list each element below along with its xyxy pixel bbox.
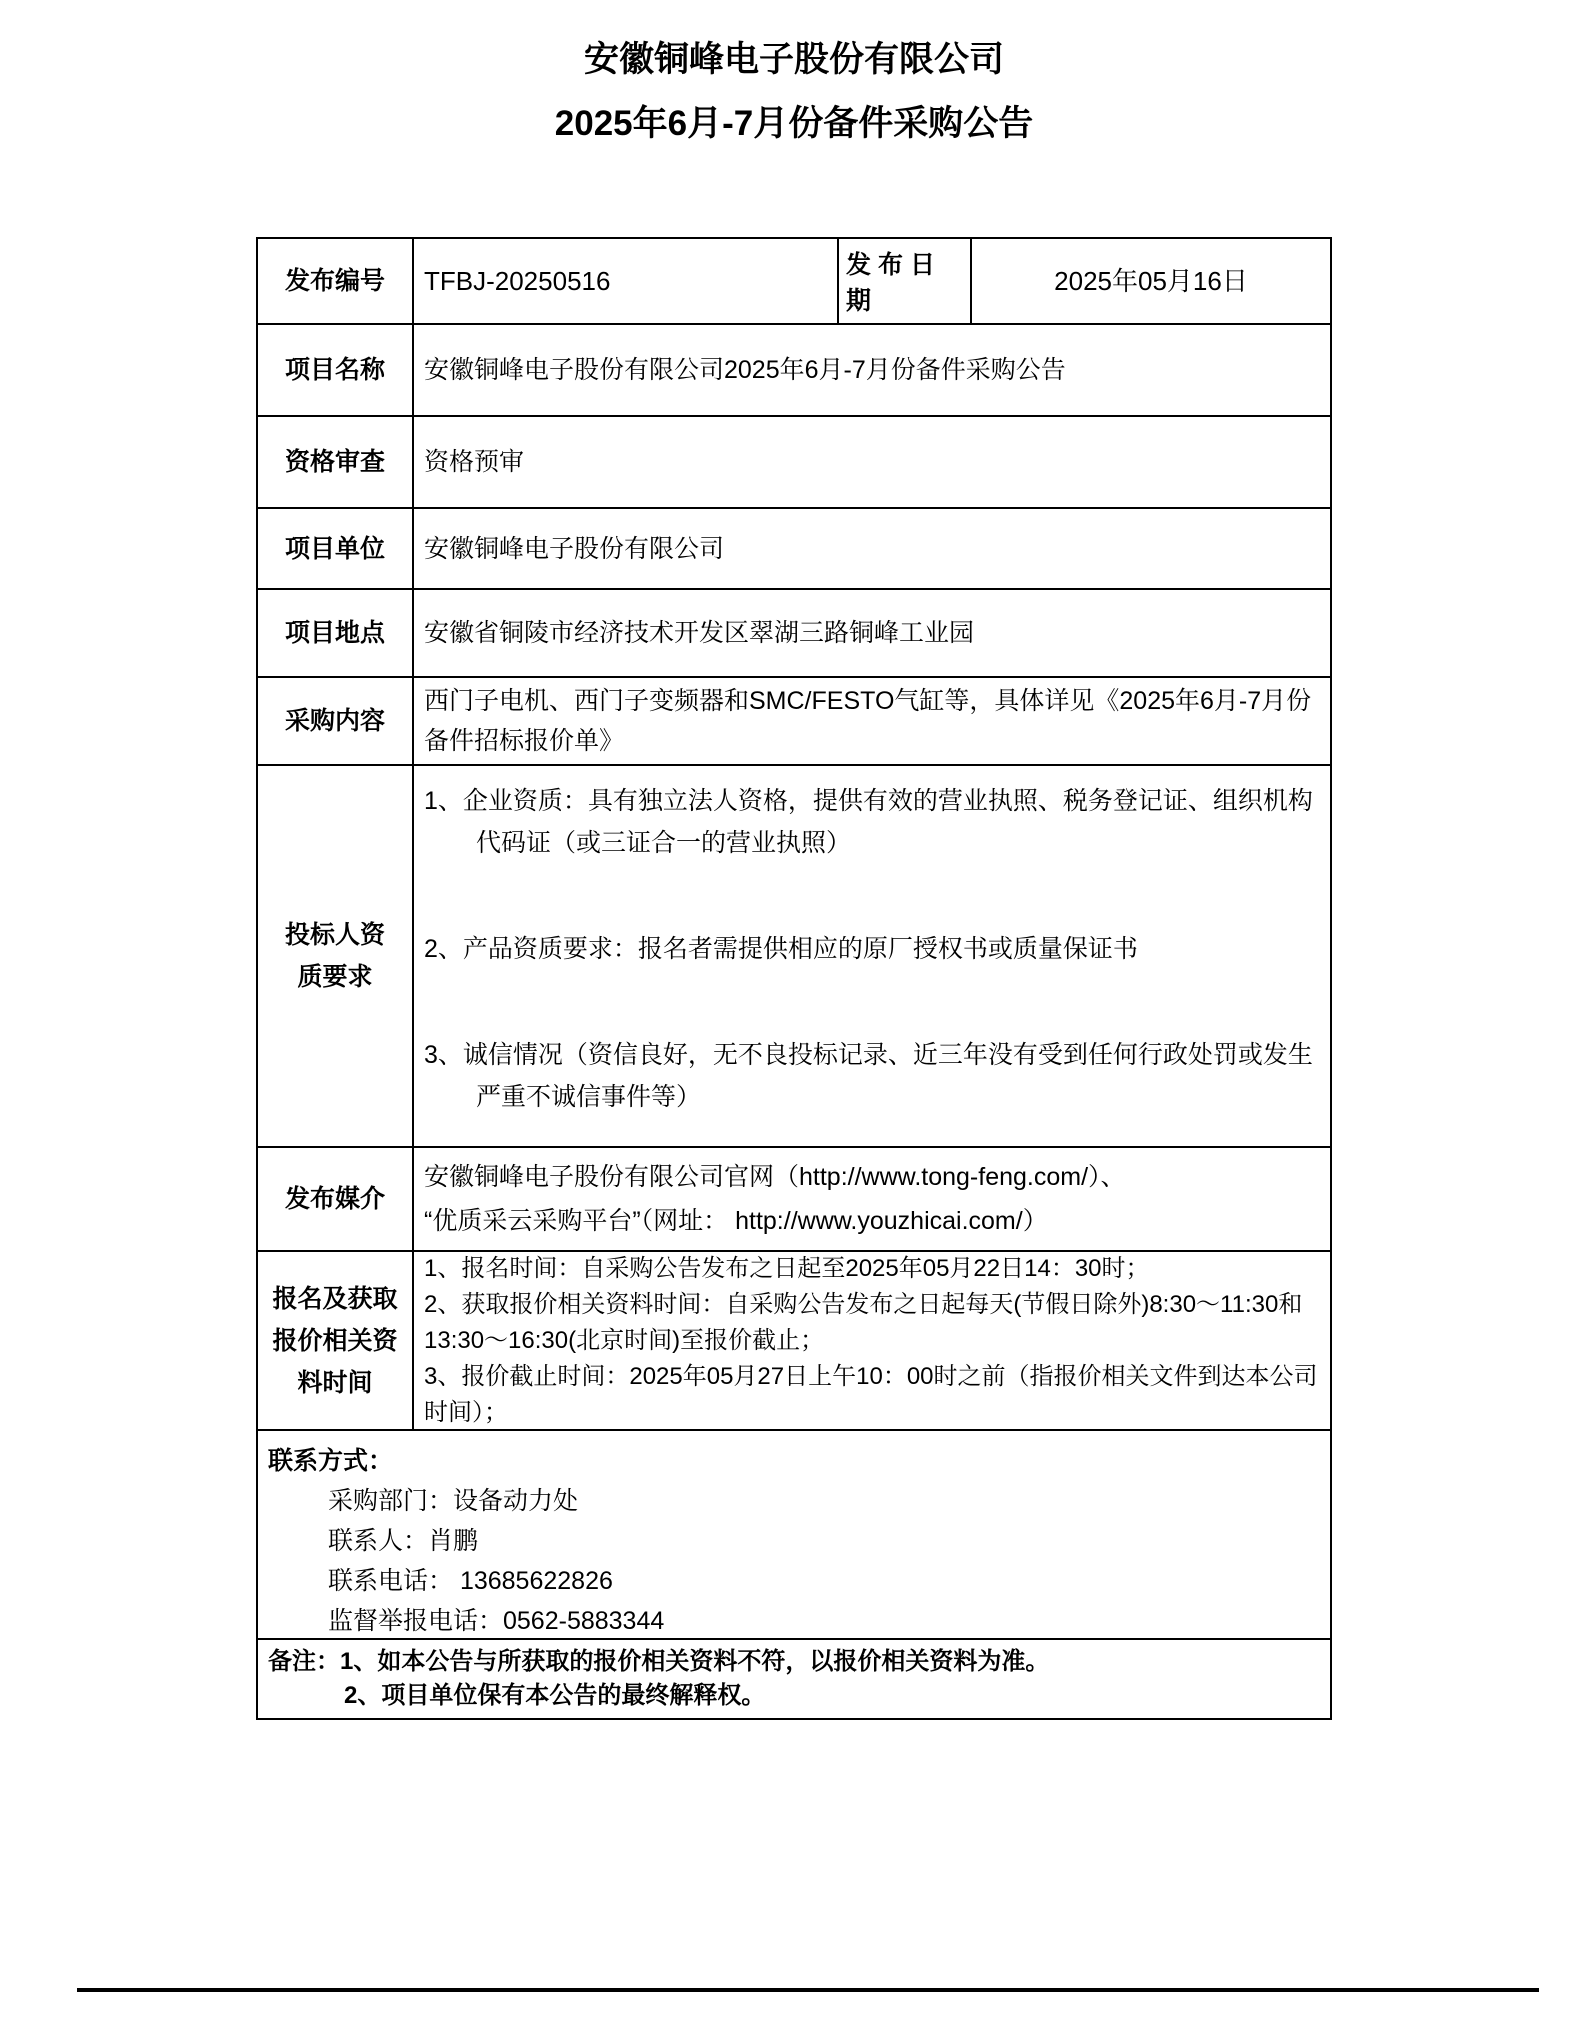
release-date-label: 发布日期	[839, 239, 972, 323]
row-label-line: 报名及获取	[272, 1284, 398, 1313]
document-title: 安徽铜峰电子股份有限公司	[583, 40, 1004, 79]
contact-heading: 联系方式：	[268, 1447, 394, 1475]
document-subtitle: 2025年6月-7月份备件采购公告	[554, 104, 1034, 143]
table-row-schedule	[258, 1252, 1330, 1431]
row-label	[258, 1252, 414, 1429]
row-label-line: 质要求	[297, 963, 373, 991]
row-label: 项目名称	[258, 325, 414, 415]
remarks-line: 备注：1、如本公告与所获取的报价相关资料不符，以报价相关资料为准。	[268, 1648, 1050, 1675]
row-label: 采购内容	[258, 678, 414, 764]
contact-person: 联系人：肖鹏	[328, 1527, 479, 1555]
row-value: 安徽铜峰电子股份有限公司	[424, 534, 725, 563]
table-row-procurement-content	[258, 678, 1330, 766]
qualification-item: 3、诚信情况（资信良好，无不良投标记录、近三年没有受到任何行政处罚或发生严重不诚信事件等）	[424, 1041, 1313, 1111]
row-label: 发布媒介	[258, 1148, 414, 1250]
table-row-remarks	[258, 1640, 1330, 1718]
media-line: 安徽铜峰电子股份有限公司官网（http://www.tong-feng.com/）、	[424, 1163, 1126, 1191]
table-row-qualification-review	[258, 417, 1330, 509]
row-label-line: 料时间	[297, 1368, 373, 1397]
row-value	[414, 1252, 1330, 1429]
qualification-item: 2、产品资质要求：报名者需提供相应的原厂授权书或质量保证书	[424, 935, 1138, 963]
contact-supervision-phone: 监督举报电话：0562-5883344	[328, 1607, 665, 1635]
release-date-value: 2025年05月16日	[1054, 266, 1248, 296]
schedule-item: 1、报名时间：自采购公告发布之日起至2025年05月22日14：30时；	[424, 1254, 1150, 1282]
table-row-project-name	[258, 325, 1330, 417]
row-value	[414, 1148, 1330, 1250]
row-label	[258, 766, 414, 1146]
table-row-bidder-qualification	[258, 766, 1330, 1148]
row-value: 安徽铜峰电子股份有限公司2025年6月-7月份备件采购公告	[424, 356, 1066, 384]
row-label: 资格审查	[258, 417, 414, 507]
row-label-line: 投标人资	[284, 921, 385, 949]
media-line: “优质采云采购平台”（网址： http://www.youzhicai.com/）	[424, 1207, 1048, 1235]
document-header	[256, 38, 1332, 146]
remarks-line: 2、项目单位保有本公告的最终解释权。	[344, 1682, 766, 1709]
release-number-label: 发布编号	[258, 239, 414, 323]
qualification-item: 1、企业资质：具有独立法人资格，提供有效的营业执照、税务登记证、组织机构代码证（或三证合一的营业执照）	[424, 787, 1313, 857]
schedule-item: 2、获取报价相关资料时间：自采购公告发布之日起每天(节假日除外)8:30～11:30和13:30～16:30(北京时间)至报价截止；	[424, 1290, 1303, 1354]
table-row-publish-media	[258, 1148, 1330, 1252]
contact-department: 采购部门：设备动力处	[328, 1487, 579, 1515]
row-label-line: 报价相关资	[272, 1326, 398, 1355]
remarks-block	[258, 1640, 1330, 1718]
row-value: 西门子电机、西门子变频器和SMC/FESTO气缸等，具体详见《2025年6月-7月份备件招标报价单》	[424, 687, 1312, 755]
announcement-table	[256, 237, 1332, 1720]
table-row-project-unit	[258, 509, 1330, 590]
schedule-item: 3、报价截止时间：2025年05月27日上午10：00时之前（指报价相关文件到达本公司时间）；	[424, 1362, 1318, 1426]
row-label: 项目单位	[258, 509, 414, 588]
row-value	[414, 766, 1330, 1146]
table-row-project-location	[258, 590, 1330, 678]
row-value: 安徽省铜陵市经济技术开发区翠湖三路铜峰工业园	[424, 619, 975, 647]
table-row-release	[258, 239, 1330, 325]
page-bottom-rule	[77, 1988, 1539, 1992]
table-row-contact	[258, 1431, 1330, 1640]
row-value: 资格预审	[424, 448, 525, 476]
row-label: 项目地点	[258, 590, 414, 676]
contact-phone: 联系电话： 13685622826	[328, 1567, 613, 1595]
contact-block	[258, 1431, 1330, 1638]
release-number-value: TFBJ-20250516	[414, 239, 839, 323]
